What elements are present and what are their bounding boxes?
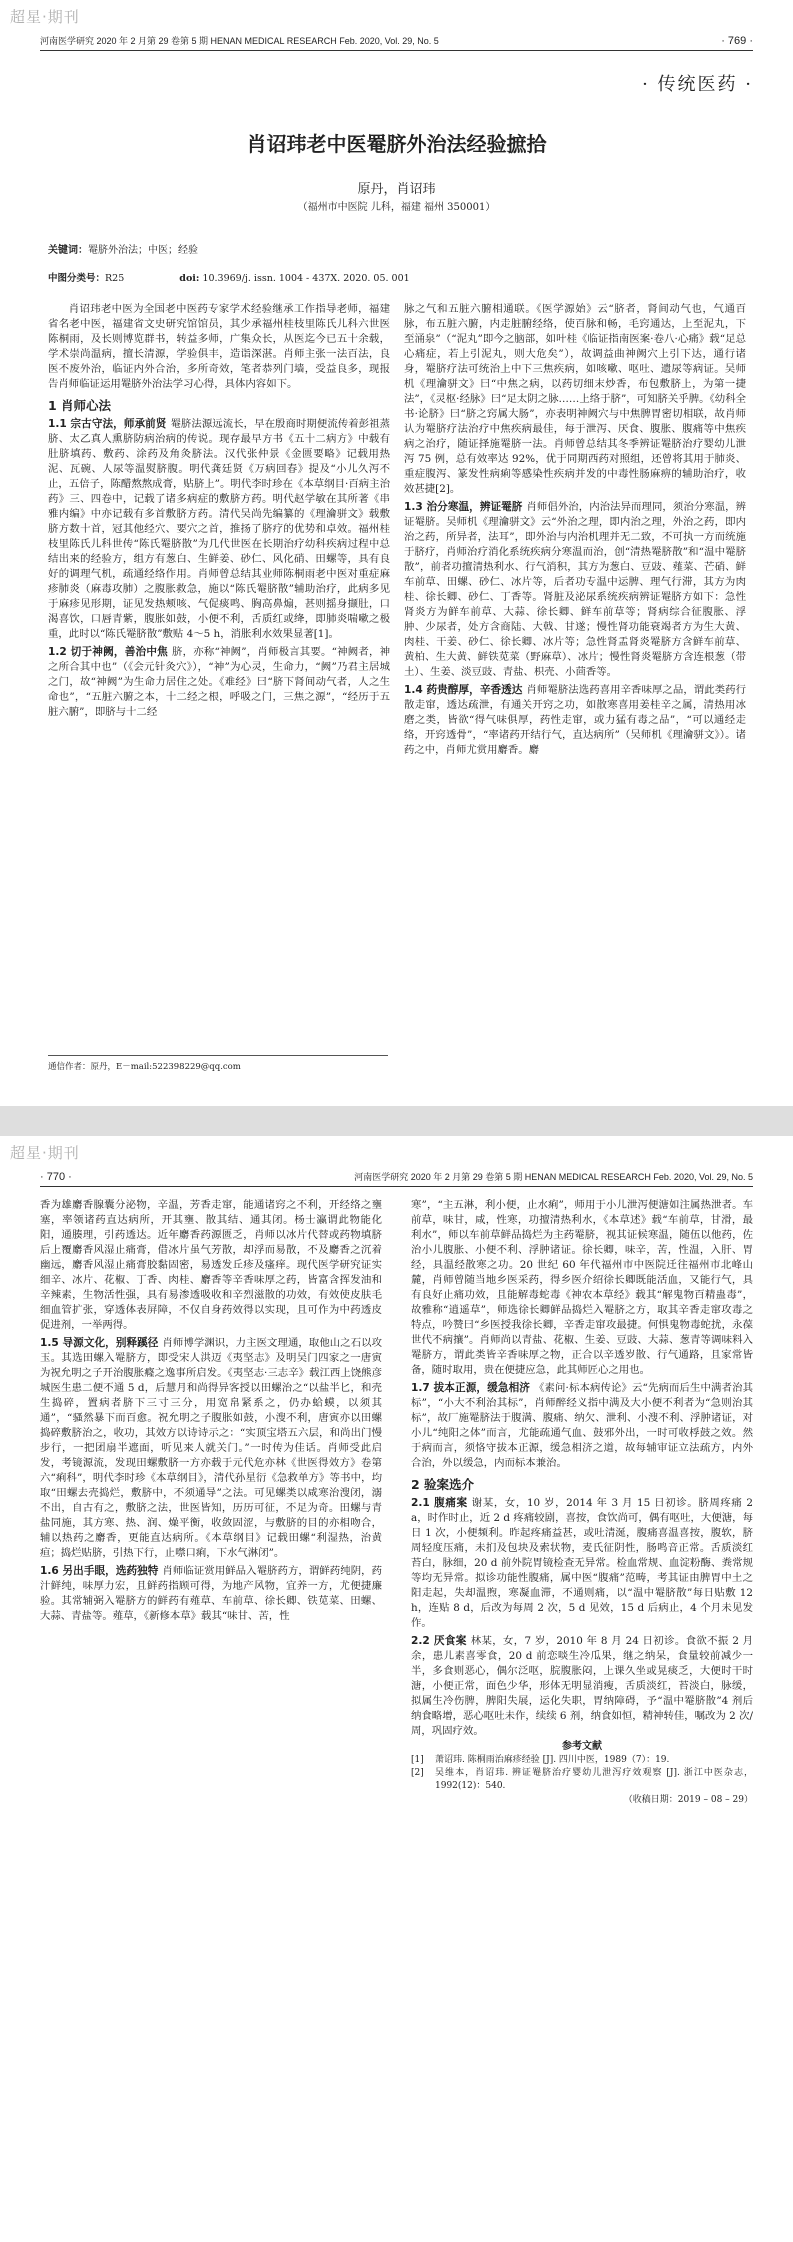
subsection-1-5-heading: 1.5 导源文化，别释蹊径 xyxy=(40,1337,159,1349)
journal-page-769 xyxy=(0,0,793,1106)
section-1-title: 1 肖师心法 xyxy=(48,398,112,413)
right-column xyxy=(404,302,746,758)
references-title: 参考文献 xyxy=(562,1741,602,1752)
keywords xyxy=(48,244,745,258)
left-column xyxy=(40,1198,382,1624)
corresponding-author-footnote: 通信作者：原丹，E－mail:522398229@qq.com xyxy=(48,1055,388,1072)
received-date: （收稿日期：2019 – 08 – 29） xyxy=(623,1795,753,1805)
subsection-1-6-heading: 1.6 另出手眼，选药独特 xyxy=(40,1565,159,1577)
subsection-1-6-text: 肖师临证赏用鲜品入罨脐药方，谓鲜药纯阴，药汁鲜纯，味厚力宏，且鲜药指顾可得，为地产风物，宜养一方，尤便捷廉验。其常辅弼入罨脐方的鲜药有薤草、车前草、徐长卿、铁苋菜、田螺、大蒜、青盐等。薤草，《新修本草》载其“味甘、苦，性 xyxy=(40,1565,382,1622)
watermark: 超星·期刊 xyxy=(10,8,80,26)
journal-page-770 xyxy=(0,1136,793,2242)
subsection-1-4-text: 肖师罨脐法选药喜用辛香味厚之品，谓此类药行散走窜，透达疏泄，有通关开窍之功，如散寒喜用姜桂辛之属，清热用冰磨之类，皆欲“得气味俱厚，药性走窜，或力猛有毒之品”，“可以通经走络，开窍透骨”，“率诸药开结行气，直达病所”（吴师机《理瀹骈文》）。诸药之中，肖师尤赏用麝香。麝 xyxy=(404,684,746,756)
reference-item: [2] 吴维本，肖诏玮. 辨证罨脐治疗婴幼儿泄泻疗效观察 [J]. 浙江中医杂志，1992(12)：540. xyxy=(411,1768,753,1791)
watermark: 超星·期刊 xyxy=(10,1144,80,1162)
continued-paragraph: 脉之气和五脏六腑相通联。《医学源始》云“脐者，肾间动气也，气通百脉，布五脏六腑，内走脏腑经络，使百脉和畅，毛窍通达，上至泥丸，下至涌泉”（“泥丸”即今之脑部，如叶桂《临证指南医案·卷八·心痛》载“足总心痛症，若上引泥丸，则大危矣”），故调益曲神阙穴上引下达，通行诸身，罨脐疗法可统治上中下三焦疾病，如咳嗽、呕吐、遗尿等病证。吴师机《理瀹骈文》曰“中焦之病，以药切细末炒香，布包敷脐上，为第一捷法”，《灵枢·经脉》曰“足太阴之脉……上络于脐”，可知脐关乎脾。《幼科全书·论脐》曰“脐之窍属大肠”，亦表明神阙穴与中焦脾胃密切相联，故肖师认为罨脐疗法治疗中焦疾病最佳，每于泄泻、厌食、腹胀、腹痛等中焦疾病之治疗，随证择施罨脐一法。肖师曾总结其冬季辨证罨脐治疗婴幼儿泄泻 75 例，总有效率达 92%，优于同期西药对照组，还曾将其用于肺炎、重症腹泻、篆发性病痢等感染性疾病并发的中毒性肠麻痹的辅助治疗，收效甚捷[2]。 xyxy=(404,303,746,495)
page-gap xyxy=(0,1106,793,1136)
section-tag: · 传统医药 · xyxy=(642,74,753,95)
subsection-1-7-text: 《素问·标本病传论》云“先病而后生中满者治其标”，“小大不利治其标”，肖师醉经义指中满及大小便不利者为“急则治其标”，故厂施罨脐法于腹满、腹痛、纳欠、泄利、小溲不利、浮肿诸证，对小儿“纯阳之体”而言，尤能疏通气血、鼓邪外出，一时可收桴鼓之效。然于病而言，须恪守拔本正源，缓急相济之道，故每辅审证立法疏方，内外合治，外以缓急，内而标本兼治。 xyxy=(411,1382,753,1469)
running-header xyxy=(40,1170,753,1187)
subsection-1-3-heading: 1.3 治分寒温，辨证罨脐 xyxy=(404,501,523,513)
subsection-1-7-heading: 1.7 拔本正源，缓急相济 xyxy=(411,1382,531,1394)
subsection-1-3-text: 肖师倡外治，内治法异而理同，须治分寒温，辨证罨脐。吴师机《理瀹骈文》云“外治之理，即内治之理，外治之药，即内治之药，所异者，法耳”，即外治与内治机理并无二致，不可执一方而统施于脐疗，肖师治疗消化系统疾病分寒温而治，创“清热罨脐散”和“温中罨脐散”，前者功擅清热利水、行气消积，其方为葱白、豆豉、薤菜、芒硝、鲜车前草、田螺、砂仁、冰片等，后者功专温中运脾、理气行滞，其方为肉桂、徐长卿、砂仁、丁香等。肾脏及泌尿系统疾病辨证罨脐方如下：急性肾炎方为鲜车前草、大蒜、徐长卿、鲜车前草等；肾病综合征腹胀、浮肿、少尿者，处方含商陆、大戟、甘遂；慢性肾功能衰竭者方为生大黄、肉桂、干姜、砂仁、徐长卿、冰片等；急性肾盂肾炎罨脐方含鲜车前草、黄柏、生大黄、鲜铁苋菜（野麻草）、冰片；慢性肾炎罨脐方含连根葱（带土）、生姜、淡豆豉、青盐、枳壳、小茴香等。 xyxy=(404,501,746,678)
subsection-1-5-text: 肖师博学渊识，力主医文理通，取他山之石以攻玉。其选田螺入罨脐方，即受宋人洪迈《夷坚志》及明吴门四家之一唐寅为祝允明之子开治腹胀癃之逸事所启发。《夷坚志·三志辛》载江西上饶熊彦城医生患二便不通 5 d，后慧月和尚得异客授以田螺治之“以盐半匕，和壳生捣碎，置病者脐下三寸三分，用宽帛紧系之，仍办蛤蟆，以须其通”，“骚然暴下而百愈。祝允明之子腹胀如鼓，小溲不利，唐寅亦以田螺捣碎敷脐治之，收功，其效方以诗诗示之：“实顶宝塔五六层，和尚出门慢步行，一把团扇半遮面，听见来人就关门。”一时传为佳话。肖师受此启发，考镜源流，发现田螺敷脐一方亦载于元代危亦林《世医得效方》卷第六“痢科”，明代李时珍《本草纲目》，清代孙星衍《急救单方》等书中，均取“田螺去壳捣烂，敷脐中，不须通导”之法。可见螺类以咸寒治溲闭，溺不出，自古有之，敷脐之法，世医皆知，历历可征，不足为奇。田螺与青盐同施，其方寒、热、润、燥平衡，收敛固涩，与敷脐的目的亦相吻合，辅以热药之麝香，更能直达病所。《本草纲目》记载田螺“利湿热，治黄疸；捣烂贴脐，引热下行，止噤口痢，下水气淋闭”。 xyxy=(40,1337,382,1559)
continued-paragraph: 寒”，“主五淋，利小便，止水痢”，师用于小儿泄泻便溏如注属热泄者。车前草，味甘，咸，性寒，功擅清热利水，《本草述》载“车前草，甘滑，最利水”，师以车前草鲜品捣烂为主药罨脐，视其证候寒温，随伍以他药，佐治小儿腹胀、小便不利、浮肿诸证。徐长卿，味辛，苦，性温，入肝、胃经，具温经散寒之功。20 世纪 60 年代福州市中医院迁往福州市北峰山麓，肖师曾随当地乡医采药，得乡医介绍徐长卿既能活血，又能行气，具有良好止痛功效，且能解毒蛇毒《神农本草经》载其“解鬼物百精蛊毒”，故雅称“逍遥草”，师选徐长卿鲜品捣烂入罨脐之方，取其辛香走窜攻毒之特点，吟赞曰“乡医授我徐长卿，辛香走窜攻最捷。何惧鬼物毒蛇扰，永葆世代不病攘”。肖师尚以青盐、花椒、生姜、豆豉、大蒜、葱青等调味料入罨脐方，谓此类皆辛香味厚之物，正合以辛透岁散、行气通路，且家常皆备，随时取用，贵在便捷应急，此其师匠心之用也。 xyxy=(411,1199,753,1376)
page-number: · 769 · xyxy=(721,35,753,47)
intro-paragraph: 肖诏玮老中医为全国老中医药专家学术经验继承工作指导老师，福建省名老中医，福建省文史研究馆馆员，其少承福州桂枝里陈氏儿科六世医陈桐雨，及长则博览群书，转益多师，广集众长，从医迄今已五十余载，学术崇尚温病，擅长清源，学验俱丰，造诣深湛。肖师主张一法百法，良医不废外治，临证内外合治，多所奇效，笔者恭列门墙，受益良多，现报告肖师临证运用罨脐外治法学习心得，具体内容如下。 xyxy=(48,303,390,390)
clc-value: R25 xyxy=(105,273,125,284)
subsection-1-4-heading: 1.4 药贵醇厚，辛香透达 xyxy=(404,684,523,696)
case-2-1-text: 谢某，女，10 岁，2014 年 3 月 15 日初诊。脐周疼痛 2 a，时作时止，近 2 d 疼痛较剧，喜按，食饮尚可，偶有呕吐，大便溏，每日 1 次，小便频利。昨起疼痛益甚，或吐清涎，腹痛喜温喜按，腹软，脐周轻度压痛，未扪及包块及索状物，麦氏征阴性，肠鸣音正常。舌质淡红苔白，脉细，20 d 前外院胃镜检查无异常。检血常规、血淀粉酶、粪常规等均无异常。拟诊功能性腹痛，属中医“腹痛”范畴，考其证由脾胃中土之阳走起，失却温煦，寒凝血滞，不通则痛，以“温中罨脐散”每日贴敷 12 h，连贴 8 d，后改为每周 2 次，5 d 见效，15 d 后病止，4 个月未见发作。 xyxy=(411,1497,753,1629)
journal-info: 河南医学研究 2020 年 2 月第 29 卷第 5 期 HENAN MEDICAL RESEARCH Feb. 2020, Vol. 29, No. 5 xyxy=(40,36,439,46)
case-2-2-heading: 2.2 厌食案 xyxy=(411,1635,467,1647)
left-column xyxy=(48,302,390,720)
case-2-2-text: 林某，女，7 岁，2010 年 8 月 24 日初诊。食欲不振 2 月余，患儿素喜零食，20 d 前恋啖生冷瓜果，继之纳呆，食量较前减少一半，多食则恶心，偶尔泛呕，脘腹胀闷，上课久坐或晃痰乏，大便时干时溏，小便正常，面色少华，形体无明显消瘦，舌质淡红，苔淡白，脉缓，拟属生冷伤脾，脾阳失展，运化失职，胃纳障碍，予“温中罨脐散”4 剂后纳食略增，恶心呕吐未作，续续 6 剂，纳食如恒，精神转佳，嘱改为 2 次/周，巩固疗效。 xyxy=(411,1635,753,1737)
clc-label: 中图分类号： xyxy=(48,273,106,284)
doi-label: doi: xyxy=(179,273,200,284)
authors: 原丹，肖诏玮 xyxy=(357,182,436,197)
article-title: 肖诏玮老中医罨脐外治法经验摭拾 xyxy=(246,132,547,156)
keywords-value: 罨脐外治法；中医；经验 xyxy=(88,245,198,256)
subsection-1-2-text: 脐，亦称“神阙”，肖师极言其要。“神阙者，神之所合其中也”（《会元针灸穴》），“神”为心灵，生命力，“阙”乃君主居城之门，故“神阙”为生命力居住之处。《难经》曰“脐下肾间动气者，人之生命也”，“五脏六腑之本，十二经之根，呼吸之门，三焦之源”，“经历于五脏六腑”，即脐与十二经 xyxy=(48,646,390,718)
case-2-1-heading: 2.1 腹痛案 xyxy=(411,1497,468,1509)
journal-info: 河南医学研究 2020 年 2 月第 29 卷第 5 期 HENAN MEDICAL RESEARCH Feb. 2020, Vol. 29, No. 5 xyxy=(354,1172,753,1182)
subsection-1-2-heading: 1.2 切于神阙，善治中焦 xyxy=(48,646,169,658)
page-number: · 770 · xyxy=(40,1171,72,1183)
section-2-title: 2 验案选介 xyxy=(411,1477,475,1492)
subsection-1-1-heading: 1.1 宗古守法，师承前贤 xyxy=(48,418,167,430)
continued-paragraph: 香为雄麝香腺囊分泌物，辛温，芳香走窜，能通诸窍之不利，开经络之壅塞，率领诸药直达病所，开其壅、散其结、通其闭。杨士瀛谓此物能化阳，通腠理，引药透达。近年麝香药源匮乏，肖师以冰片代替或药物填脐后上覆麝香风湿止痛膏，借冰片虽气芳散，却浮而易散，不及麝香之沉着幽远，麝香风湿止痛膏胶黏固密，易透发丘疹及瘙痒。现代医学研究证实细辛、冰片、花椒、丁香、肉桂、麝香等辛香味厚之药，皆富含挥发油和辛辣素，生物活性强，具有易渗透吸收和辛烈滋散的功效，有效使皮肤毛细血管扩张，穿透体表屏障，不仅自身药效得以实现，且可作为中药透皮促进剂，一举两得。 xyxy=(40,1199,382,1331)
doi-value: 10.3969/j. issn. 1004 - 437X. 2020. 05. 001 xyxy=(202,273,410,284)
running-header xyxy=(40,34,753,51)
right-column xyxy=(411,1198,753,1808)
reference-item: [1] 萧诏玮. 陈桐雨治麻疹经验 [J]. 四川中医，1989（7）：19. xyxy=(411,1755,670,1765)
subsection-1-1-text: 罨脐法源远流长，早在殷商时期便流传着彭祖蒸脐、太乙真人熏脐防病治病的传说。现存最早方书《五十二病方》中载有肚脐填药、敷药、涂药及角灸脐法。汉代张仲景《金匮要略》记载用热泥、瓦碗、人尿等温熨脐腹。明代龚廷贤《万病回春》提及“小儿久泻不止，五倍子，陈醋熬熬成膏，贴脐上”。明代李时珍在《本草纲目·百病主治药》三、四卷中，记载了诸多病症的敷脐方药。明代赵学敏在其所著《串雅内编》中亦记载有多首敷脐方药。清代吴尚先编纂的《理瀹骈文》载敷脐方数十首，冠其他经穴、要穴之首，推扬了脐疗的优势和卓效。福州桂枝里陈氏儿科世传“陈氏罨脐散”为几代世医在长期治疗幼科疾病过程中总结出来的经验方，组方有葱白、生鲜姜、砂仁、风化硝、田螺等，具有良好的调理气机，疏通经络作用。肖师曾总结其业师陈桐雨老中医对重症麻疹肺炎（麻毒攻肺）之腹胀救急，施以“陈氏罨脐散”辅助治疗，此病多见于麻疹见形期，证见发热颊咳、气促痰鸣、胸高鼻煽，甚则摇身撷肚，口渴喜饮，口唇青紫，腹胀如鼓，小便不利，舌质红或绛，即肺炎喘嗽之极重，此时以“陈氏罨脐散”敷贴 4～5 h，消胀利水效果显著[1]。 xyxy=(48,418,390,640)
classification-line xyxy=(48,270,745,284)
keywords-label: 关键词： xyxy=(48,245,88,256)
affiliation: （福州市中医院 儿科，福建 福州 350001） xyxy=(297,202,496,213)
